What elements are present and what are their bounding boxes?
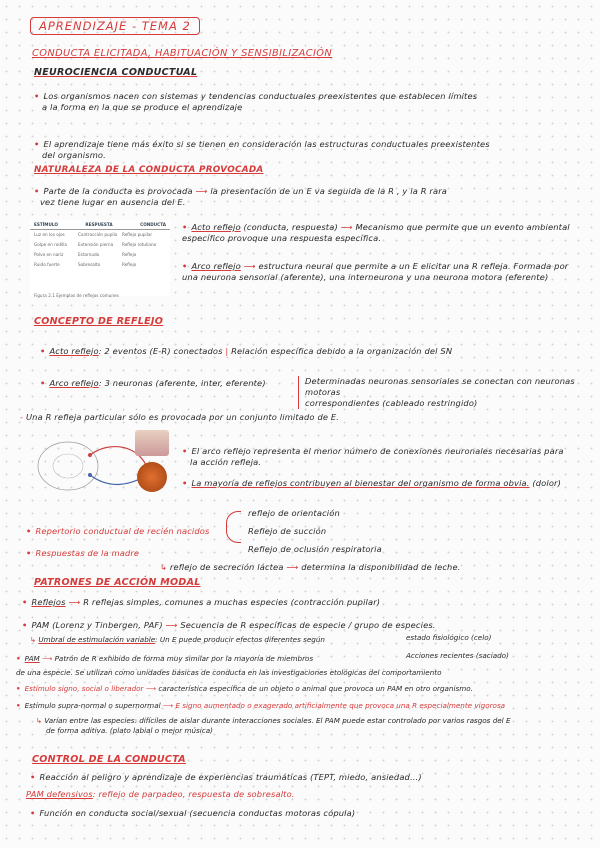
mini-table-header (30, 220, 170, 230)
mini-cell: Luz en los ojos (34, 232, 65, 237)
subtitle: CONDUCTA ELICITADA, HABITUACIÓN Y SENSIBILIZACIÓN (32, 48, 333, 59)
control-pam-def: PAM defensivos: reflejo de parpadeo, respuesta de sobresalto. (26, 789, 295, 799)
mini-cell: Extensión pierna (78, 242, 114, 247)
patrones-umbral: ↳ Umbral de estimulación variable: Un E puede producir efectos diferentes según (30, 635, 325, 644)
patrones-pam: • PAM (Lorenz y Tinbergen, PAF) ⟶ Secuencia de R específicas de especie / grupo de especies. (22, 620, 436, 630)
mini-cell: Reflejo (122, 252, 137, 257)
naturaleza-line1: • Parte de la conducta es provocada ⟶ la presentación de un E va seguida de la R , y la R rara vez tiene lugar en ausencia del E. (34, 186, 448, 207)
neuro-p1: • Los organismos nacen con sistemas y tendencias conductuales preexistentes que establecen límites a la forma en la que se produce el aprendizaje (34, 91, 478, 112)
repertorio-label: • Repertorio conductual de recién nacidos (26, 526, 210, 536)
repertorio-brace (226, 511, 241, 543)
heading-neuro: NEUROCIENCIA CONDUCTUAL (34, 67, 198, 78)
mini-cell: Reflejo (122, 262, 137, 267)
reflejo-orientacion: reflejo de orientación (248, 508, 340, 518)
acto-reflejo-def: • Acto reflejo (conducta, respuesta) ⟶ Mecanismo que permite que un evento ambiental específico provoque una respuesta específica. (182, 222, 570, 243)
mini-cell: Contracción pupila (78, 232, 118, 237)
reflejo-arco-detail: Determinadas neuronas sensoriales se conectan con neuronas motoras correspondientes (cableado restringido) (298, 376, 595, 409)
acciones-recientes: Acciones recientes (saciado) (406, 651, 509, 660)
heading-concepto-reflejo: CONCEPTO DE REFLEJO (34, 316, 164, 327)
heading-naturaleza: NATURALEZA DE LA CONDUCTA PROVOCADA (34, 165, 264, 175)
reflejo-arco: • Arco reflejo: 3 neuronas (aferente, inter, eferente) (40, 378, 266, 388)
mini-table-figure (30, 220, 170, 296)
control-c2: • Función en conducta social/sexual (secuencia conductas motoras cópula) (30, 808, 356, 818)
mini-cell: Polvo en nariz (34, 252, 64, 257)
neuro-p2: • El aprendizaje tiene más éxito si se tienen en consideración las estructuras conductuales preexistentes del organismo. (34, 139, 490, 160)
reflejo-acto: • Acto reflejo: 2 eventos (E-R) conectados | Relación específica debido a la organización del SN (40, 346, 453, 356)
patrones-supra: • Estímulo supra-normal o supernormal ⟶ E signo aumentado o exagerado artificialmente que provoca una R especialmente vigorosa (16, 701, 506, 710)
heading-patrones: PATRONES DE ACCIÓN MODAL (34, 577, 201, 588)
patrones-signo: • Estímulo signo, social o liberador ⟶ característica específica de un objeto o animal que provoca un PAM en otro organismo. (16, 684, 473, 693)
photo-hand-image (135, 430, 169, 456)
mini-cell: Ruido fuerte (34, 262, 60, 267)
control-c1: • Reacción al peligro y aprendizaje de experiencias traumáticas (TEPT, miedo, ansiedad...) (30, 772, 422, 782)
heading-control: CONTROL DE LA CONDUCTA (32, 754, 186, 765)
mini-cell: Reflejo rotuliano (122, 242, 157, 247)
patrones-reflejos: • Reflejos ⟶ R reflejas simples, comunes a muchas especies (contracción pupilar) (22, 597, 381, 607)
reflejo-succion: Reflejo de succión (248, 526, 327, 536)
mini-header: CONDUCTA (140, 222, 166, 227)
mini-cell: Golpe en rodilla (34, 242, 68, 247)
patrones-pam2-cont: de una especie. Se utilizan como unidades básicas de conducta en las investigaciones etológicas del comportamiento (16, 668, 442, 677)
mini-cell: Reflejo pupilar (122, 232, 153, 237)
reflejo-bullet2: • La mayoría de reflejos contribuyen al bienestar del organismo de forma obvia. (dolor) (182, 478, 562, 488)
mini-cell: Sobresalto (78, 262, 101, 267)
mini-cell: Estornudo (78, 252, 100, 257)
mini-header: RESPUESTA (85, 222, 113, 227)
reflejo-oclusion: Reflejo de oclusión respiratoria (248, 544, 382, 554)
arco-reflejo-def: • Arco reflejo ⟶ estructura neural que permite a un E elicitar una R refleja. Formada por una neurona sensorial (aferente), una interneurona y una neurona motora (eferente) (182, 261, 569, 282)
page-title: APRENDIZAJE - TEMA 2 (30, 17, 200, 35)
mini-table-caption: Figura 2.1 Ejemplos de reflejos comunes (34, 293, 119, 298)
patrones-varian: ↳ Varían entre las especies: difíciles de aislar durante interacciones sociales. El PAM puede estar controlado por varios rasgos del E de forma aditiva. (plato labial o mejor música) (36, 716, 511, 735)
reflejo-secrecion: ↳ reflejo de secreción láctea ⟶ determina la disponibilidad de leche. (160, 562, 461, 572)
estado-fisiologico: estado fisiológico (celo) (406, 633, 492, 642)
respuestas-madre-label: • Respuestas de la madre (26, 548, 140, 558)
reflejo-bullet1: • El arco reflejo representa el menor número de conexiones neuronales necesarias para la acción refleja. (182, 446, 564, 467)
patrones-pam2: • PAM ⟶ Patrón de R exhibido de forma muy similar por la mayoría de miembros (16, 654, 314, 663)
photo-flame-image (137, 462, 167, 492)
reflejo-una: - Una R refleja particular sólo es provocada por un conjunto limitado de E. (20, 412, 340, 422)
mini-header: ESTÍMULO (34, 222, 58, 227)
